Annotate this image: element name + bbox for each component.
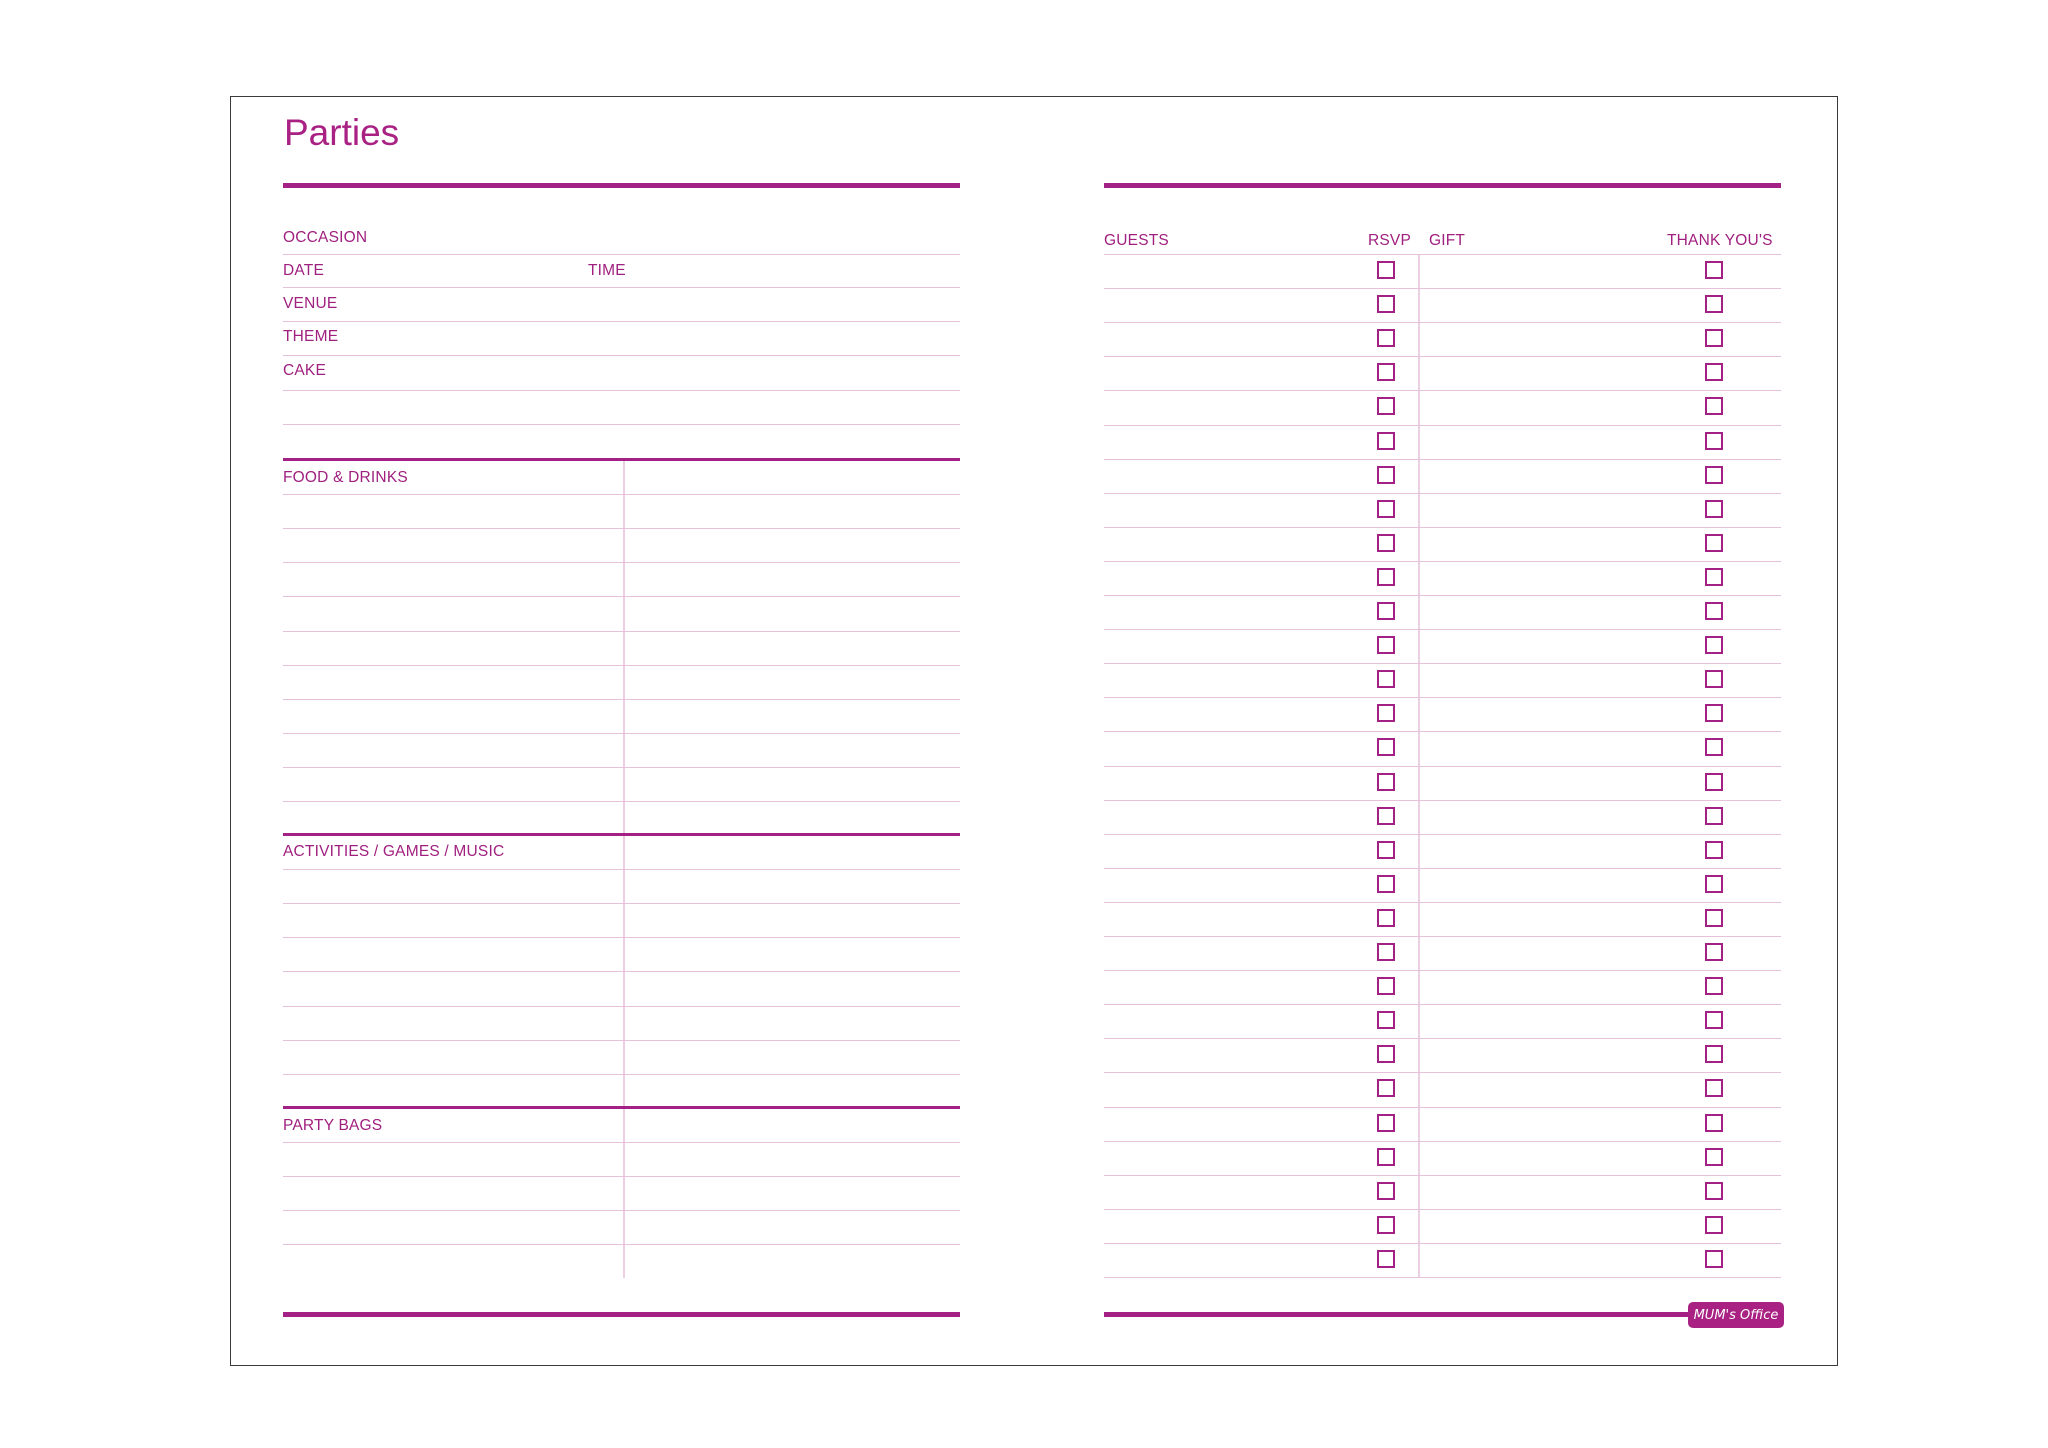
detail-rule xyxy=(283,355,960,356)
rsvp-checkbox[interactable] xyxy=(1377,295,1395,313)
gift-header: GIFT xyxy=(1429,232,1466,249)
rsvp-checkbox[interactable] xyxy=(1377,1148,1395,1166)
thank-you-checkbox[interactable] xyxy=(1705,773,1723,791)
rsvp-checkbox[interactable] xyxy=(1377,773,1395,791)
thank-you-checkbox[interactable] xyxy=(1705,875,1723,893)
guest-row-line xyxy=(1104,1277,1781,1278)
thank-you-checkbox[interactable] xyxy=(1705,1216,1723,1234)
guest-row-line xyxy=(1104,970,1781,971)
rsvp-checkbox[interactable] xyxy=(1377,534,1395,552)
rsvp-checkbox[interactable] xyxy=(1377,738,1395,756)
guest-row-line xyxy=(1104,1107,1781,1108)
detail-rule xyxy=(283,321,960,322)
guest-row-line xyxy=(1104,254,1781,255)
rsvp-checkbox[interactable] xyxy=(1377,397,1395,415)
thank-you-checkbox[interactable] xyxy=(1705,704,1723,722)
thank-you-checkbox[interactable] xyxy=(1705,636,1723,654)
thank-you-checkbox[interactable] xyxy=(1705,1148,1723,1166)
brand-logo-text: MUM's Office xyxy=(1693,1307,1779,1323)
thank-you-checkbox[interactable] xyxy=(1705,1182,1723,1200)
thank-you-checkbox[interactable] xyxy=(1705,807,1723,825)
rsvp-checkbox[interactable] xyxy=(1377,977,1395,995)
bottom-rule-right xyxy=(1104,1312,1694,1317)
guest-row-line xyxy=(1104,1175,1781,1176)
top-rule-right xyxy=(1104,183,1781,188)
thank-you-checkbox[interactable] xyxy=(1705,568,1723,586)
thank-you-checkbox[interactable] xyxy=(1705,1079,1723,1097)
writing-line xyxy=(283,1006,960,1007)
writing-line xyxy=(283,801,960,802)
guest-row-line xyxy=(1104,425,1781,426)
guest-row-line xyxy=(1104,1072,1781,1073)
writing-line xyxy=(283,665,960,666)
writing-line xyxy=(283,494,960,495)
thank-you-checkbox[interactable] xyxy=(1705,841,1723,859)
writing-line xyxy=(283,1040,960,1041)
guest-row-line xyxy=(1104,868,1781,869)
writing-line xyxy=(283,903,960,904)
guest-row-line xyxy=(1104,731,1781,732)
guest-row-line xyxy=(1104,697,1781,698)
guest-row-line xyxy=(1104,629,1781,630)
guests-header: GUESTS xyxy=(1104,232,1169,249)
detail-rule xyxy=(283,424,960,425)
rsvp-checkbox[interactable] xyxy=(1377,602,1395,620)
guest-row-line xyxy=(1104,288,1781,289)
guest-row-line xyxy=(1104,1141,1781,1142)
rsvp-checkbox[interactable] xyxy=(1377,1114,1395,1132)
writing-line xyxy=(283,869,960,870)
detail-rule xyxy=(283,287,960,288)
rsvp-checkbox[interactable] xyxy=(1377,704,1395,722)
occasion-label: OCCASION xyxy=(283,229,368,246)
writing-line xyxy=(283,1142,960,1143)
rsvp-header: RSVP xyxy=(1368,232,1412,249)
thank-you-checkbox[interactable] xyxy=(1705,295,1723,313)
rsvp-checkbox[interactable] xyxy=(1377,1011,1395,1029)
thank-you-checkbox[interactable] xyxy=(1705,534,1723,552)
writing-line xyxy=(283,937,960,938)
thank-you-checkbox[interactable] xyxy=(1705,670,1723,688)
thank-you-checkbox[interactable] xyxy=(1705,1250,1723,1268)
guest-row-line xyxy=(1104,527,1781,528)
rsvp-checkbox[interactable] xyxy=(1377,568,1395,586)
brand-logo xyxy=(1688,1302,1784,1328)
page-title: Parties xyxy=(284,112,400,153)
thank-you-checkbox[interactable] xyxy=(1705,909,1723,927)
guest-row-line xyxy=(1104,800,1781,801)
thank-you-checkbox[interactable] xyxy=(1705,500,1723,518)
thank-you-checkbox[interactable] xyxy=(1705,738,1723,756)
rsvp-checkbox[interactable] xyxy=(1377,329,1395,347)
rsvp-checkbox[interactable] xyxy=(1377,500,1395,518)
thank-you-checkbox[interactable] xyxy=(1705,363,1723,381)
rsvp-checkbox[interactable] xyxy=(1377,261,1395,279)
section-rule xyxy=(283,833,960,836)
thank-you-checkbox[interactable] xyxy=(1705,261,1723,279)
rsvp-checkbox[interactable] xyxy=(1377,363,1395,381)
writing-line xyxy=(283,971,960,972)
rsvp-checkbox[interactable] xyxy=(1377,1250,1395,1268)
guest-row-line xyxy=(1104,766,1781,767)
activities-label: ACTIVITIES / GAMES / MUSIC xyxy=(283,843,505,860)
thank-you-checkbox[interactable] xyxy=(1705,397,1723,415)
rsvp-checkbox[interactable] xyxy=(1377,1079,1395,1097)
thank-you-checkbox[interactable] xyxy=(1705,1011,1723,1029)
party-bags-label: PARTY BAGS xyxy=(283,1117,383,1134)
guest-row-line xyxy=(1104,936,1781,937)
guest-row-line xyxy=(1104,1243,1781,1244)
rsvp-checkbox[interactable] xyxy=(1377,909,1395,927)
writing-line xyxy=(283,1210,960,1211)
guest-row-line xyxy=(1104,834,1781,835)
writing-line xyxy=(283,631,960,632)
venue-label: VENUE xyxy=(283,295,338,312)
rsvp-checkbox[interactable] xyxy=(1377,875,1395,893)
writing-line xyxy=(283,767,960,768)
bottom-rule-left xyxy=(283,1312,960,1317)
guest-row-line xyxy=(1104,356,1781,357)
food-drinks-label: FOOD & DRINKS xyxy=(283,469,408,486)
date-label: DATE xyxy=(283,262,324,279)
rsvp-checkbox[interactable] xyxy=(1377,432,1395,450)
writing-line xyxy=(283,596,960,597)
rsvp-checkbox[interactable] xyxy=(1377,1182,1395,1200)
rsvp-checkbox[interactable] xyxy=(1377,1216,1395,1234)
detail-rule xyxy=(283,254,960,255)
rsvp-checkbox[interactable] xyxy=(1377,807,1395,825)
guest-row-line xyxy=(1104,322,1781,323)
time-label: TIME xyxy=(588,262,626,279)
thank-you-checkbox[interactable] xyxy=(1705,466,1723,484)
rsvp-checkbox[interactable] xyxy=(1377,943,1395,961)
guest-row-line xyxy=(1104,595,1781,596)
theme-label: THEME xyxy=(283,328,339,345)
guest-row-line xyxy=(1104,561,1781,562)
top-rule-left xyxy=(283,183,960,188)
rsvp-checkbox[interactable] xyxy=(1377,841,1395,859)
writing-line xyxy=(283,733,960,734)
writing-line xyxy=(283,1176,960,1177)
guest-row-line xyxy=(1104,663,1781,664)
thank-you-checkbox[interactable] xyxy=(1705,1114,1723,1132)
thank-you-checkbox[interactable] xyxy=(1705,602,1723,620)
guest-row-line xyxy=(1104,1209,1781,1210)
writing-line xyxy=(283,699,960,700)
thank-you-checkbox[interactable] xyxy=(1705,977,1723,995)
rsvp-checkbox[interactable] xyxy=(1377,1045,1395,1063)
writing-line xyxy=(283,562,960,563)
thank-you-checkbox[interactable] xyxy=(1705,1045,1723,1063)
section-rule xyxy=(283,1106,960,1109)
thank-yous-header: THANK YOU'S xyxy=(1667,232,1773,249)
guest-row-line xyxy=(1104,902,1781,903)
writing-line xyxy=(283,1074,960,1075)
rsvp-checkbox[interactable] xyxy=(1377,670,1395,688)
writing-line xyxy=(283,528,960,529)
guest-row-line xyxy=(1104,1004,1781,1005)
rsvp-checkbox[interactable] xyxy=(1377,466,1395,484)
thank-you-checkbox[interactable] xyxy=(1705,329,1723,347)
thank-you-checkbox[interactable] xyxy=(1705,432,1723,450)
rsvp-checkbox[interactable] xyxy=(1377,636,1395,654)
guest-row-line xyxy=(1104,1038,1781,1039)
guest-row-line xyxy=(1104,390,1781,391)
section-rule xyxy=(283,458,960,461)
guest-row-line xyxy=(1104,493,1781,494)
detail-rule xyxy=(283,390,960,391)
cake-label: CAKE xyxy=(283,362,327,379)
thank-you-checkbox[interactable] xyxy=(1705,943,1723,961)
guest-row-line xyxy=(1104,459,1781,460)
writing-line xyxy=(283,1244,960,1245)
